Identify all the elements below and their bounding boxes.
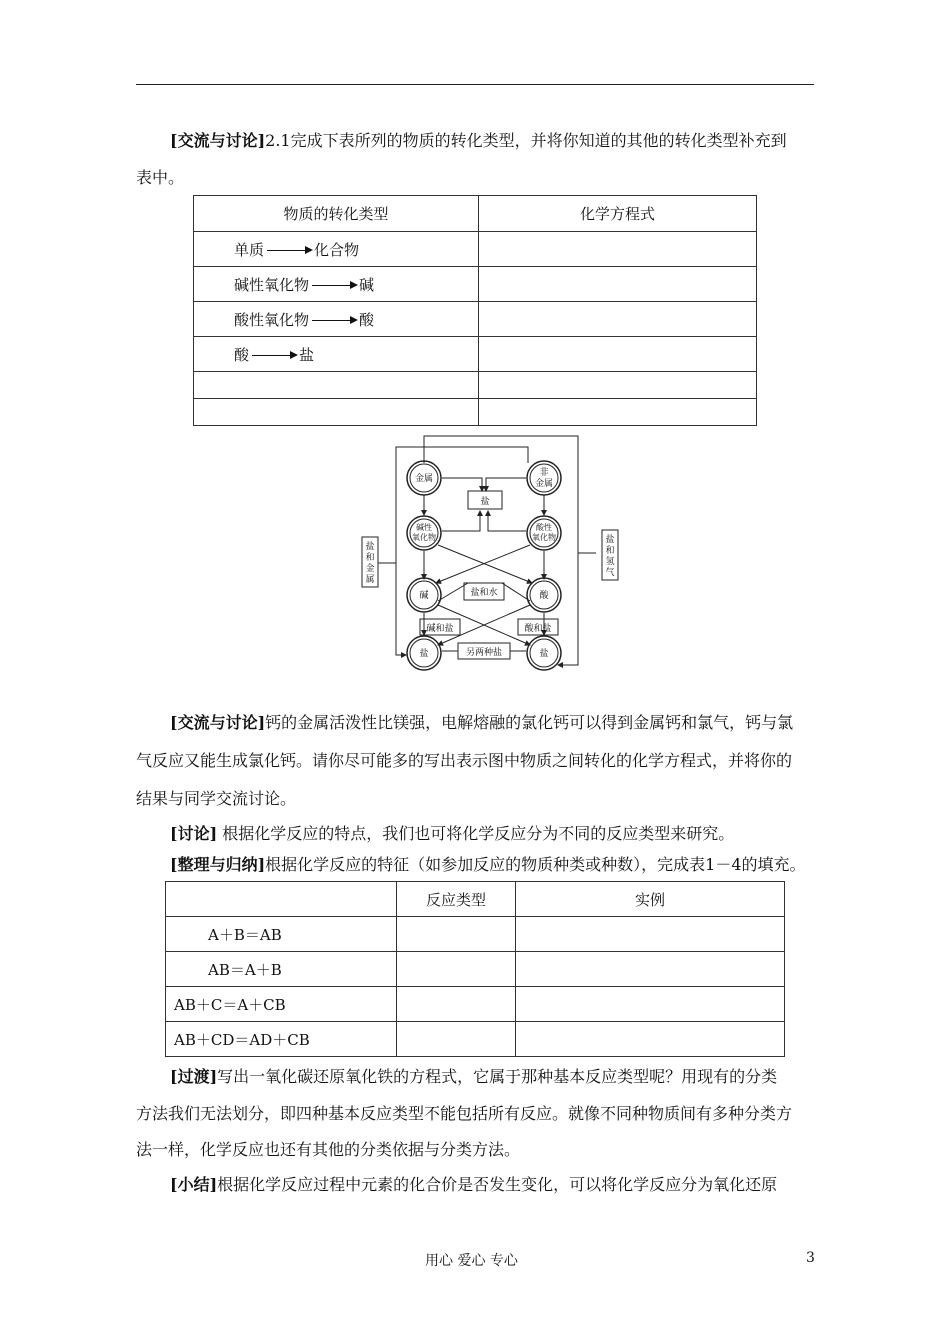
node-salt-and-metal xyxy=(362,537,378,587)
example-cell[interactable] xyxy=(516,987,785,1022)
node-basic-oxide xyxy=(407,516,441,550)
svg-text:属: 属 xyxy=(365,575,375,585)
svg-text:金属: 金属 xyxy=(414,474,434,484)
footer-motto: 用心 爱心 专心 xyxy=(425,1253,518,1269)
section5-text-cont: 方法我们无法划分，即四种基本反应类型不能包括所有反应。就像不同种物质间有多种分类方 xyxy=(136,1104,793,1123)
section2-line2 xyxy=(136,748,792,771)
reaction-formula: AB＋C＝A＋CB xyxy=(166,987,397,1022)
node-acid-salt xyxy=(518,619,558,635)
section1-text-cont: 表中。 xyxy=(136,168,185,187)
section5-text: 写出一氧化碳还原氧化铁的方程式，它属于那种基本反应类型呢？用现有的分类 xyxy=(217,1067,778,1086)
salt-and-hydrogen-box xyxy=(596,527,624,583)
arrow-icon xyxy=(312,320,356,321)
section2-line3 xyxy=(136,786,296,809)
to-label: 酸 xyxy=(359,310,375,329)
section2-text-cont: 气反应又能生成氯化钙。请你尽可能多的写出表示图中物质之间转化的化学方程式，并将你的 xyxy=(136,751,793,770)
section2-tag: [交流与讨论] xyxy=(170,713,266,732)
conversion-table xyxy=(193,195,757,426)
equation-cell[interactable] xyxy=(479,372,757,399)
table-row xyxy=(166,917,785,952)
equation-cell[interactable] xyxy=(479,302,757,337)
table-row xyxy=(166,1022,785,1057)
reaction-formula: AB＝A＋B xyxy=(166,952,397,987)
node-salt-top xyxy=(468,491,502,509)
to-label: 碱 xyxy=(359,275,375,294)
svg-text:氧化物: 氧化物 xyxy=(412,533,436,542)
svg-text:酸性: 酸性 xyxy=(536,523,552,532)
from-label: 酸性氧化物 xyxy=(234,310,310,329)
node-other-salts xyxy=(458,643,510,659)
section5-line1 xyxy=(170,1064,777,1087)
node-base xyxy=(407,578,441,612)
example-cell[interactable] xyxy=(516,917,785,952)
to-label: 盐 xyxy=(299,345,315,364)
svg-text:盐: 盐 xyxy=(605,535,615,545)
equation-cell[interactable] xyxy=(479,267,757,302)
svg-text:盐: 盐 xyxy=(365,542,375,552)
header-rule xyxy=(136,84,814,85)
example-header: 实例 xyxy=(516,882,785,917)
from-label: 单质 xyxy=(234,240,265,259)
conversion-header: 物质的转化类型 xyxy=(194,196,479,232)
section4-tag: [整理与归纳] xyxy=(170,855,266,874)
section4-text: 根据化学反应的特征（如参加反应的物质种类或种数），完成表1－4的填充。 xyxy=(265,855,806,874)
from-label: 酸 xyxy=(234,345,250,364)
section1-line2 xyxy=(136,165,184,188)
svg-text:和: 和 xyxy=(365,553,375,563)
section5-line2 xyxy=(136,1101,792,1124)
example-cell[interactable] xyxy=(516,1022,785,1057)
reaction-formula: AB＋CD＝AD＋CB xyxy=(166,1022,397,1057)
node-acid xyxy=(527,578,561,612)
svg-text:非: 非 xyxy=(539,468,549,478)
table-row xyxy=(194,232,757,267)
node-acidic-oxide xyxy=(527,516,561,550)
section2-text: 钙的金属活泼性比镁强，电解熔融的氯化钙可以得到金属钙和氯气，钙与氯 xyxy=(265,713,794,732)
svg-text:碱和盐: 碱和盐 xyxy=(426,624,454,634)
node-nonmetal xyxy=(527,461,561,495)
to-label: 化合物 xyxy=(314,240,360,259)
reaction-formula: A＋B＝AB xyxy=(166,917,397,952)
section6-line xyxy=(170,1172,777,1195)
section3-tag: [讨论] xyxy=(170,824,218,843)
reaction-type-table xyxy=(165,881,785,1057)
node-salt-right xyxy=(527,636,561,670)
equation-header: 化学方程式 xyxy=(479,196,757,232)
svg-text:盐: 盐 xyxy=(419,649,429,659)
page-number: 3 xyxy=(806,1250,815,1266)
table-row xyxy=(194,302,757,337)
node-salt-water xyxy=(464,583,504,600)
section4-line xyxy=(170,852,806,875)
equation-cell[interactable] xyxy=(479,232,757,267)
section6-text: 根据化学反应过程中元素的化合价是否发生变化，可以将化学反应分为氧化还原 xyxy=(217,1175,778,1194)
section2-text-end: 结果与同学交流讨论。 xyxy=(136,789,297,808)
table-row xyxy=(194,267,757,302)
section1-tag: [交流与讨论] xyxy=(170,131,266,150)
section2-line1 xyxy=(170,710,793,733)
section6-tag: [小结] xyxy=(170,1175,218,1194)
arrow-icon xyxy=(252,355,296,356)
equation-cell[interactable] xyxy=(479,399,757,426)
svg-text:氢: 氢 xyxy=(605,557,615,567)
reaction-type-cell[interactable] xyxy=(397,952,516,987)
section1-text: 2.1完成下表所列的物质的转化类型，并将你知道的其他的转化类型补充到 xyxy=(265,131,787,150)
node-salt-left xyxy=(407,636,441,670)
blank-type-cell[interactable] xyxy=(194,372,479,399)
arrow-icon xyxy=(312,285,356,286)
svg-text:金: 金 xyxy=(365,564,375,574)
svg-text:盐: 盐 xyxy=(539,649,549,659)
arrow-icon xyxy=(267,250,311,251)
svg-text:酸和盐: 酸和盐 xyxy=(524,624,552,634)
section3-line xyxy=(170,821,734,844)
table-row xyxy=(194,372,757,399)
reaction-type-header: 反应类型 xyxy=(397,882,516,917)
section3-text: 根据化学反应的特点，我们也可将化学反应分为不同的反应类型来研究。 xyxy=(222,824,735,843)
section5-tag: [过渡] xyxy=(170,1067,218,1086)
svg-text:碱性: 碱性 xyxy=(416,523,432,532)
blank-type-cell[interactable] xyxy=(194,399,479,426)
svg-text:气: 气 xyxy=(605,568,615,578)
reaction-type-cell[interactable] xyxy=(397,987,516,1022)
table-row xyxy=(166,952,785,987)
reaction-type-cell[interactable] xyxy=(397,1022,516,1057)
from-label: 碱性氧化物 xyxy=(234,275,310,294)
table-row xyxy=(166,987,785,1022)
substance-conversion-diagram xyxy=(358,433,598,673)
svg-text:碱: 碱 xyxy=(419,591,429,601)
node-base-salt xyxy=(420,619,460,635)
table-row xyxy=(194,337,757,372)
example-cell[interactable] xyxy=(516,952,785,987)
node-metal xyxy=(407,461,441,495)
svg-text:金属: 金属 xyxy=(534,479,554,489)
section5-text-end: 法一样，化学反应也还有其他的分类依据与分类方法。 xyxy=(136,1140,521,1159)
table-row xyxy=(194,399,757,426)
reaction-type-cell[interactable] xyxy=(397,917,516,952)
svg-text:另两种盐: 另两种盐 xyxy=(465,648,503,658)
section5-line3 xyxy=(136,1137,520,1160)
svg-text:酸: 酸 xyxy=(539,591,549,601)
blank-header xyxy=(166,882,397,917)
svg-text:氧化物: 氧化物 xyxy=(532,533,556,542)
equation-cell[interactable] xyxy=(479,337,757,372)
svg-text:和: 和 xyxy=(605,546,615,556)
svg-text:盐和水: 盐和水 xyxy=(470,588,498,598)
section1-line1 xyxy=(170,128,787,151)
svg-text:盐: 盐 xyxy=(480,497,490,507)
table-header-row xyxy=(166,882,785,917)
